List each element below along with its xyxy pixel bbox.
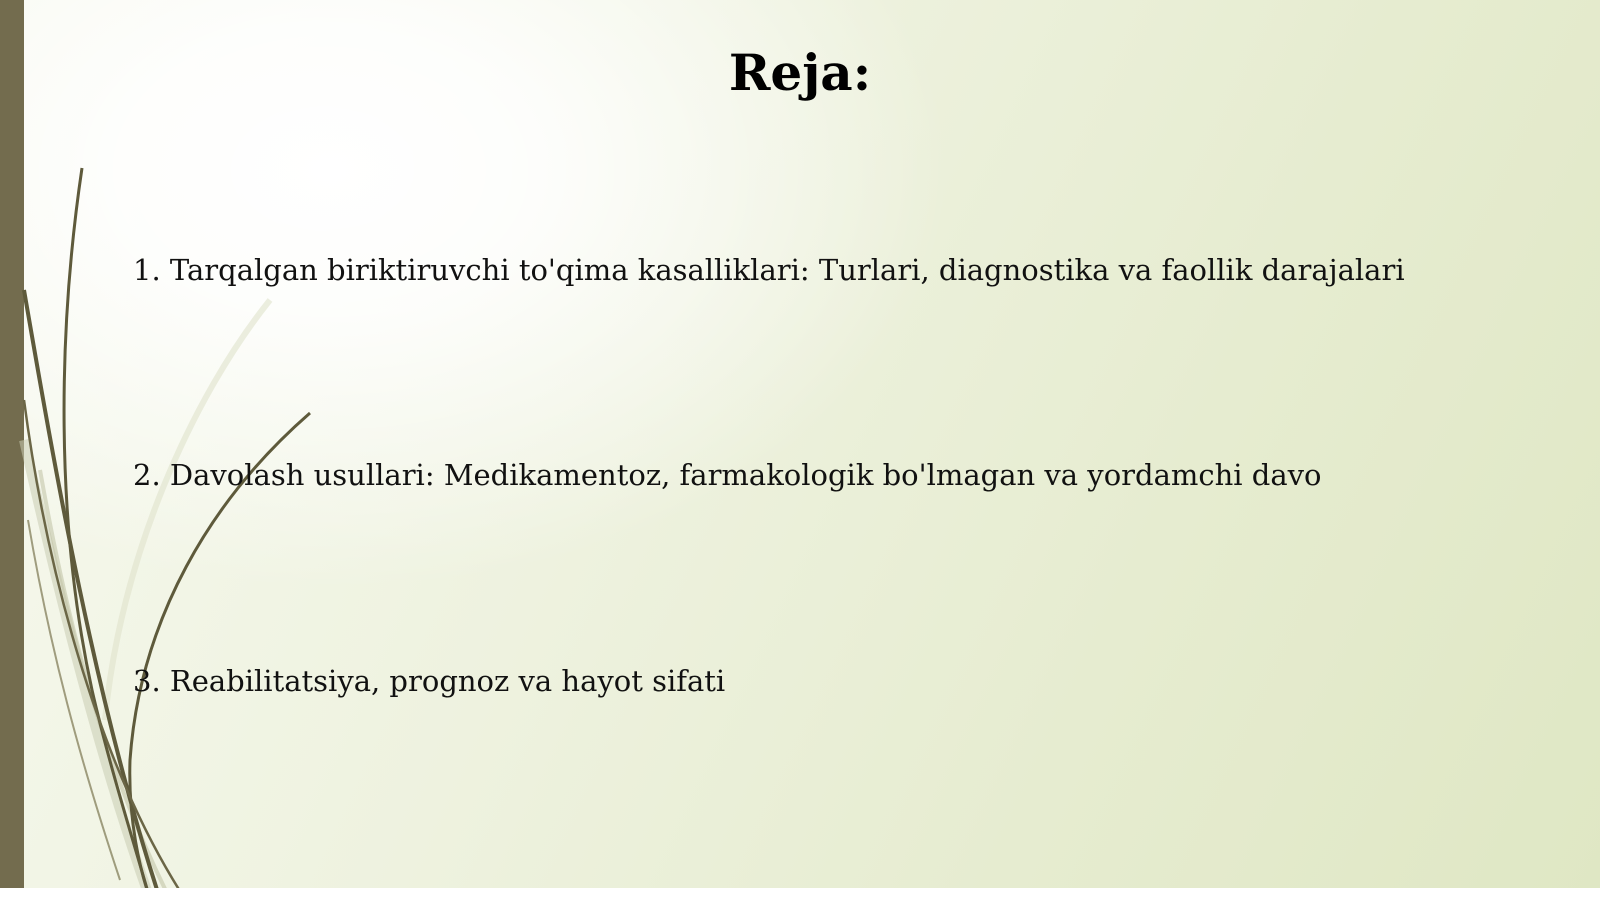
slide-title: Reja: — [728, 43, 872, 102]
agenda-item-2: 2. Davolash usullari: Medikamentoz, farmakologik bo'lmagan va yordamchi davo — [133, 458, 1322, 492]
agenda-item-1: 1. Tarqalgan biriktiruvchi to'qima kasalliklari: Turlari, diagnostika va faollik darajalari — [133, 253, 1405, 287]
grass-decoration — [0, 0, 360, 899]
agenda-item-3: 3. Reabilitatsiya, prognoz va hayot sifati — [133, 664, 726, 698]
bottom-strip — [0, 888, 1600, 899]
